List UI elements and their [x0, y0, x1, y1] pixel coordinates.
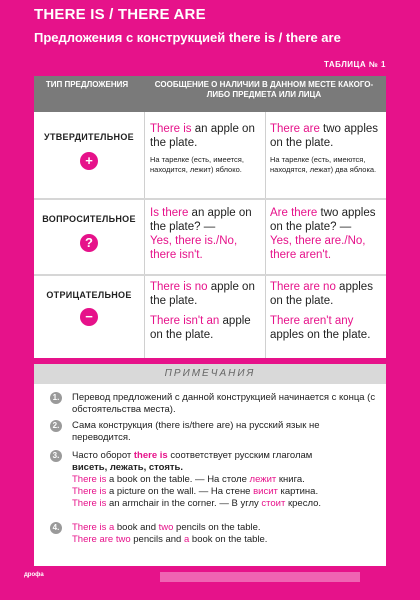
row-label-negative: ОТРИЦАТЕЛЬНОЕ — [46, 290, 132, 300]
col-header-message: СООБЩЕНИЕ О НАЛИЧИИ В ДАННОМ МЕСТЕ КАКОГО-ЛИБО ПРЕДМЕТА ИЛИ ЛИЦА — [154, 80, 374, 99]
publisher-logo: дрофа — [24, 572, 44, 578]
page-subtitle: Предложения с конструкцией there is / there are — [34, 30, 341, 45]
note-4: 4. There is a book and two pencils on the table. There are two pencils and a book on the table. — [50, 522, 380, 546]
col-header-type: ТИП ПРЕДЛОЖЕНИЯ — [45, 80, 129, 89]
row-divider — [34, 198, 386, 200]
question-icon: ? — [80, 234, 98, 252]
cell-negative-plural: There are no apples on the plate. There aren't any apples on the plate. — [270, 281, 373, 341]
row-divider — [34, 274, 386, 276]
note-2: 2. Сама конструкция (there is/there are) на русский язык не переводится. — [50, 420, 380, 444]
plus-icon: + — [80, 152, 98, 170]
footer-fineprint — [160, 572, 360, 582]
cell-negative-singular: There is no apple on the plate. There isn't an apple on the plate. — [150, 281, 255, 341]
notes-section — [34, 384, 386, 566]
column-divider — [144, 112, 145, 358]
page-title: THERE IS / THERE ARE — [34, 6, 206, 23]
note-3: 3. Часто оборот there is соответствует русским глаголам висеть, лежать, стоять. There is a book on the table. — На столе лежит книга. There is a picture on the wall. — На стене висит картина. There is an armchair in the corner. — В углу стоит кресло. — [50, 450, 380, 510]
grammar-table — [34, 76, 386, 358]
table-header — [34, 76, 386, 112]
cell-interrogative-singular: Is there an apple on the plate? — Yes, there is./No, there isn't. — [150, 207, 252, 261]
column-divider — [265, 112, 266, 358]
note-number: 4. — [50, 522, 62, 534]
minus-icon: − — [80, 308, 98, 326]
row-label-affirmative: УТВЕРДИТЕЛЬНОЕ — [44, 132, 134, 142]
notes-title: ПРИМЕЧАНИЯ — [164, 368, 256, 379]
cell-interrogative-plural: Are there two apples on the plate? — Yes, there are./No, there aren't. — [270, 207, 376, 261]
cell-affirmative-plural: There are two apples on the plate. На тарелке (есть, имеются, находятся, лежат) два яблока. — [270, 123, 379, 174]
row-label-interrogative: ВОПРОСИТЕЛЬНОЕ — [42, 214, 136, 224]
note-number: 3. — [50, 450, 62, 462]
notes-title-band — [34, 364, 386, 384]
table-number: ТАБЛИЦА № 1 — [323, 60, 386, 69]
note-1: 1. Перевод предложений с данной конструкцией начинается с конца (с обстоятельства места). — [50, 392, 380, 416]
cell-affirmative-singular: There is an apple on the plate. На тарелке (есть, имеется, находится, лежит) яблоко. — [150, 123, 255, 174]
note-number: 2. — [50, 420, 62, 432]
note-number: 1. — [50, 392, 62, 404]
